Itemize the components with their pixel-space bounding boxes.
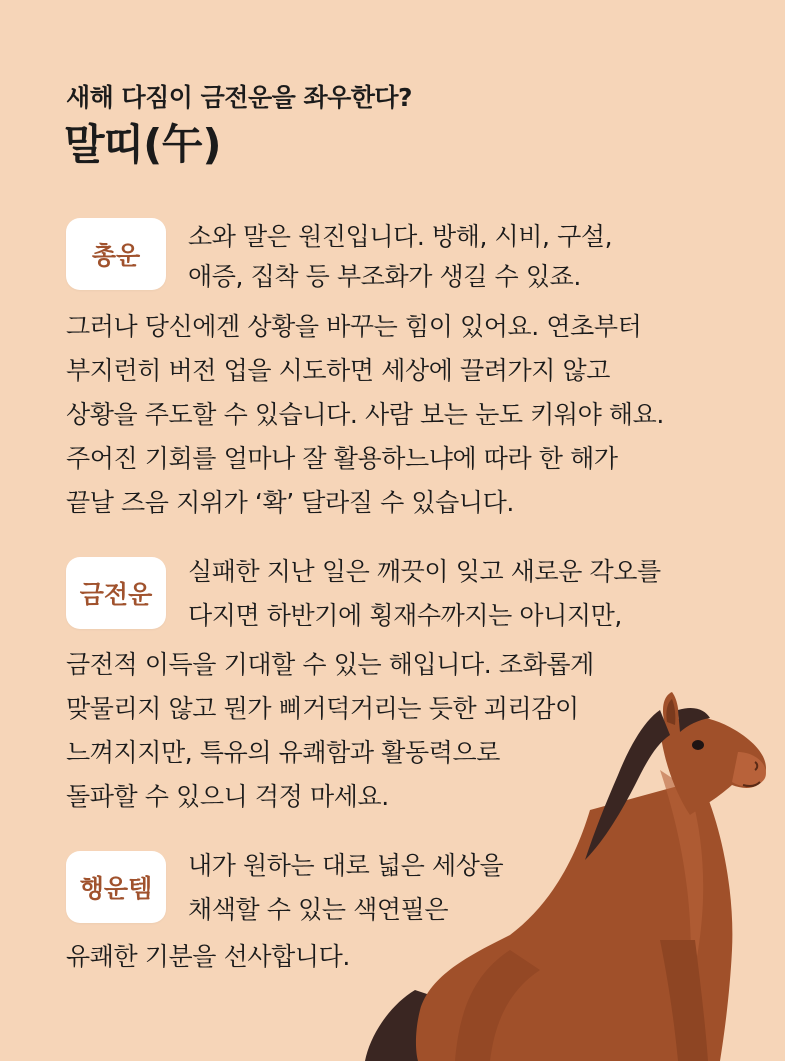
section-money-luck <box>64 557 764 817</box>
text-line: 애증, 집착 등 부조화가 생길 수 있죠. <box>188 262 581 291</box>
badge-money-luck: 금전운 <box>66 557 166 629</box>
text-line: 부지런히 버전 업을 시도하면 세상에 끌려가지 않고 <box>66 356 611 385</box>
badge-overall-luck: 총운 <box>66 218 166 290</box>
text-line: 소와 말은 원진입니다. 방해, 시비, 구설, <box>188 222 613 251</box>
subtitle: 새해 다짐이 금전운을 좌우한다? <box>66 83 413 112</box>
text-line: 실패한 지난 일은 깨끗이 잊고 새로운 각오를 <box>188 557 661 586</box>
text-line: 상황을 주도할 수 있습니다. 사람 보는 눈도 키워야 해요. <box>66 400 664 429</box>
text-line: 주어진 기회를 얼마나 잘 활용하느냐에 따라 한 해가 <box>66 444 618 473</box>
badge-lucky-item: 행운템 <box>66 851 166 923</box>
page-title: 말띠(午) <box>64 120 221 169</box>
text-line: 다지면 하반기에 횡재수까지는 아니지만, <box>188 601 622 630</box>
section-lucky-item <box>64 851 764 981</box>
text-line: 느껴지지만, 특유의 유쾌함과 활동력으로 <box>66 738 500 767</box>
section-overall-luck <box>64 218 764 518</box>
text-line: 그러나 당신에겐 상황을 바꾸는 힘이 있어요. 연초부터 <box>66 312 642 341</box>
text-line: 유쾌한 기분을 선사합니다. <box>66 942 350 971</box>
text-line: 내가 원하는 대로 넓은 세상을 <box>188 851 504 880</box>
text-line: 돌파할 수 있으니 걱정 마세요. <box>66 782 389 811</box>
text-line: 맞물리지 않고 뭔가 삐거덕거리는 듯한 괴리감이 <box>66 694 579 723</box>
text-line: 금전적 이득을 기대할 수 있는 해입니다. 조화롭게 <box>66 650 594 679</box>
text-line: 끝날 즈음 지위가 ‘확’ 달라질 수 있습니다. <box>66 488 514 517</box>
text-line: 채색할 수 있는 색연필은 <box>188 895 449 924</box>
